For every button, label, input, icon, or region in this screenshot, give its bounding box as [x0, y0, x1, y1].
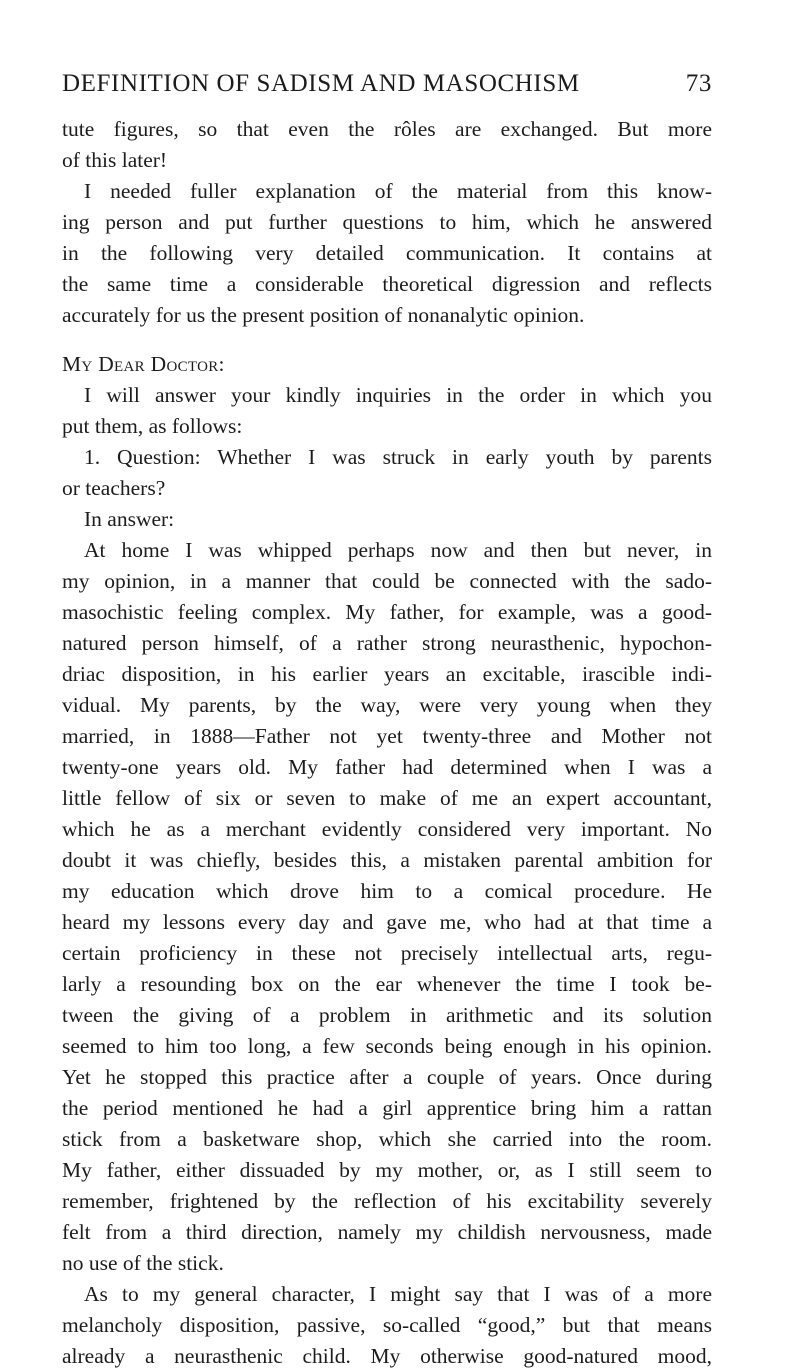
running-head-title: DEFINITION OF SADISM AND MASOCHISM: [62, 70, 580, 97]
answer-heading: In answer:: [84, 507, 175, 531]
text-line: larly a resounding box on the ear whenever the time I took be-: [62, 972, 712, 996]
text-line: At home I was whipped perhaps now and then but never, in: [84, 538, 712, 562]
text-line: put them, as follows:: [62, 414, 243, 438]
running-head: [62, 70, 712, 112]
text-line: vidual. My parents, by the way, were very young when they: [62, 693, 712, 717]
text-line: As to my general character, I might say that I was of a more: [84, 1282, 712, 1306]
text-line: accurately for us the present position of nonanalytic opinion.: [62, 303, 585, 327]
text-line: little fellow of six or seven to make of me an expert accountant,: [62, 786, 712, 810]
text-line: or teachers?: [62, 476, 166, 500]
text-line: in the following very detailed communication. It contains at: [62, 241, 712, 265]
text-line: seemed to him too long, a few seconds being enough in his opinion.: [62, 1034, 712, 1058]
text-line: ing person and put further questions to him, which he answered: [62, 210, 712, 234]
paragraph-continuation: [62, 114, 712, 176]
text-line: masochistic feeling complex. My father, for example, was a good-: [62, 600, 712, 624]
text-line: the same time a considerable theoretical digression and reflects: [62, 272, 712, 296]
paragraph-introduction: [62, 176, 712, 331]
text-line: doubt it was chiefly, besides this, a mistaken parental ambition for: [62, 848, 712, 872]
character-paragraph: [62, 1279, 712, 1372]
text-line: my education which drove him to a comical procedure. He: [62, 879, 712, 903]
text-line: heard my lessons every day and gave me, who had at that time a: [62, 910, 712, 934]
text-line: Yet he stopped this practice after a couple of years. Once during: [62, 1065, 712, 1089]
text-line: driac disposition, in his earlier years an excitable, irascible indi-: [62, 662, 712, 686]
text-line: felt from a third direction, namely my childish nervousness, made: [62, 1220, 712, 1244]
text-line: of this later!: [62, 148, 168, 172]
text-line: married, in 1888—Father not yet twenty-three and Mother not: [62, 724, 712, 748]
text-line: I needed fuller explanation of the material from this know-: [84, 179, 712, 203]
text-line: My father, either dissuaded by my mother, or, as I still seem to: [62, 1158, 712, 1182]
text-line: tween the giving of a problem in arithmetic and its solution: [62, 1003, 712, 1027]
letter-salutation: My Dear Doctor:: [62, 352, 225, 376]
section-gap: [62, 331, 712, 349]
answer-paragraph: [62, 535, 712, 1279]
text-line: twenty-one years old. My father had determined when I was a: [62, 755, 712, 779]
text-line: certain proficiency in these not precisely intellectual arts, regu-: [62, 941, 712, 965]
text-line: remember, frightened by the reflection of his excitability severely: [62, 1189, 712, 1213]
book-page: [62, 70, 712, 1372]
text-line: stick from a basketware shop, which she carried into the room.: [62, 1127, 712, 1151]
text-line: 1. Question: Whether I was struck in early youth by parents: [84, 445, 712, 469]
page-number: 73: [685, 70, 712, 97]
text-line: my opinion, in a manner that could be connected with the sado-: [62, 569, 712, 593]
text-line: natured person himself, of a rather strong neurasthenic, hypochon-: [62, 631, 712, 655]
text-line: no use of the stick.: [62, 1251, 224, 1275]
text-line: which he as a merchant evidently considered very important. No: [62, 817, 712, 841]
question-1: [62, 442, 712, 504]
text-line: tute figures, so that even the rôles are exchanged. But more: [62, 117, 712, 141]
text-line: already a neurasthenic child. My otherwise good-natured mood,: [62, 1344, 712, 1368]
text-line: I will answer your kindly inquiries in the order in which you: [84, 383, 712, 407]
text-line: melancholy disposition, passive, so-called “good,” but that means: [62, 1313, 712, 1337]
letter-intro: [62, 380, 712, 442]
text-line: the period mentioned he had a girl apprentice bring him a rattan: [62, 1096, 712, 1120]
